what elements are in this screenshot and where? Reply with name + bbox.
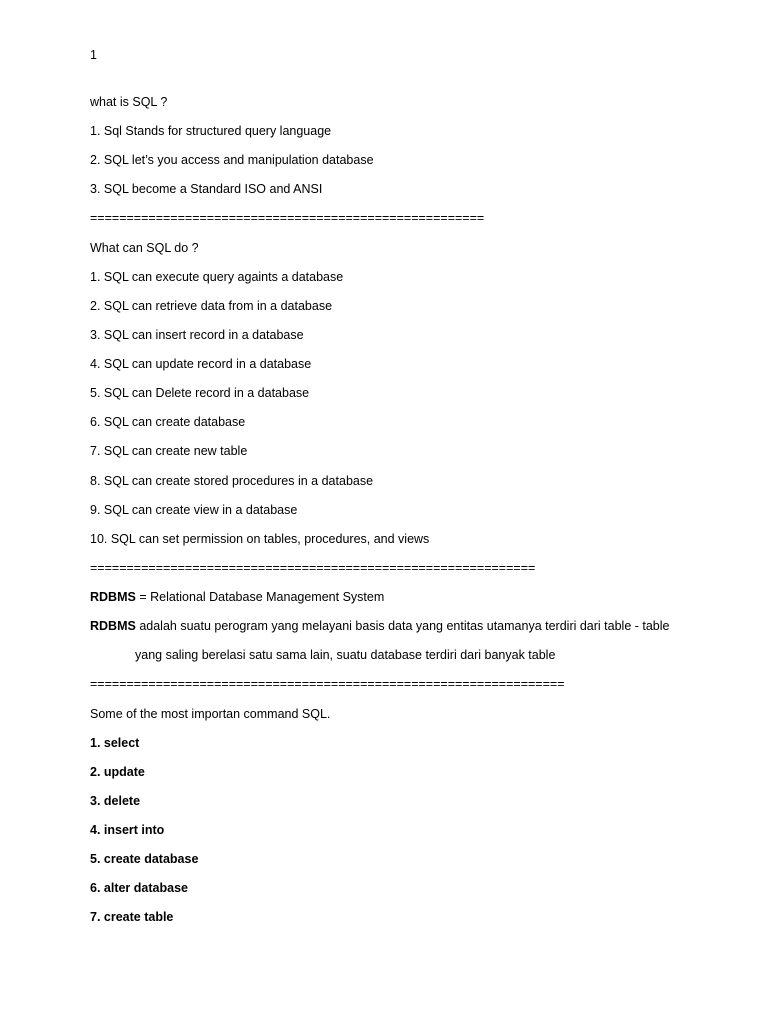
separator-line: ======================================================: [90, 211, 485, 225]
list-item: 10. SQL can set permission on tables, procedures, and views: [90, 532, 430, 546]
rdbms-definition-text: = Relational Database Management System: [135, 590, 385, 604]
command-item: 6. alter database: [90, 881, 188, 895]
list-item: 9. SQL can create view in a database: [90, 503, 298, 517]
rdbms-description-continued: yang saling berelasi satu sama lain, suatu database terdiri dari banyak table: [135, 648, 556, 662]
list-item: 1. SQL can execute query againts a database: [90, 270, 344, 284]
command-item: 3. delete: [90, 794, 141, 808]
rdbms-term: RDBMS: [90, 619, 136, 633]
rdbms-term: RDBMS: [90, 590, 136, 604]
list-item: 3. SQL can insert record in a database: [90, 328, 304, 342]
rdbms-description-text: adalah suatu perogram yang melayani basis data yang entitas utamanya terdiri dari table - table: [135, 619, 670, 633]
list-item: 2. SQL can retrieve data from in a database: [90, 299, 333, 313]
list-item: 8. SQL can create stored procedures in a database: [90, 474, 374, 488]
list-item: 6. SQL can create database: [90, 415, 246, 429]
rdbms-description: [90, 618, 670, 634]
list-item: 7. SQL can create new table: [90, 444, 248, 458]
list-item: 1. Sql Stands for structured query language: [90, 124, 332, 138]
section-heading-what-can-sql-do: What can SQL do ?: [90, 241, 199, 255]
list-item: 5. SQL can Delete record in a database: [90, 386, 310, 400]
list-item: 4. SQL can update record in a database: [90, 357, 312, 371]
command-item: 5. create database: [90, 852, 199, 866]
section-heading-commands: Some of the most importan command SQL.: [90, 707, 331, 721]
section-heading-what-is-sql: what is SQL ?: [90, 95, 168, 109]
page-number: 1: [90, 48, 97, 62]
list-item: 2. SQL let’s you access and manipulation database: [90, 153, 374, 167]
separator-line: =============================================================: [90, 561, 536, 575]
command-item: 1. select: [90, 736, 140, 750]
command-item: 4. insert into: [90, 823, 165, 837]
command-item: 2. update: [90, 765, 145, 779]
rdbms-definition: [90, 589, 384, 605]
list-item: 3. SQL become a Standard ISO and ANSI: [90, 182, 323, 196]
separator-line: =================================================================: [90, 677, 565, 691]
command-item: 7. create table: [90, 910, 174, 924]
